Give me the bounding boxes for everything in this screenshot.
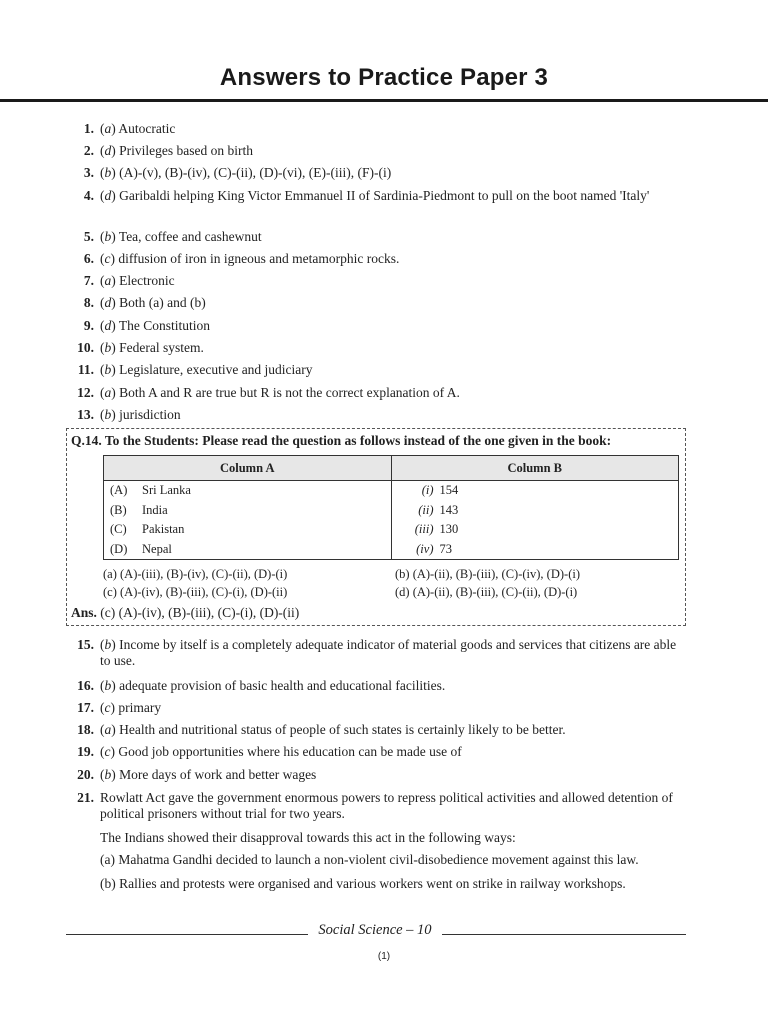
roman-label: (i) <box>421 483 434 498</box>
answer-item: 8. (d) Both (a) and (b) <box>70 295 686 311</box>
question-number: 17. <box>77 700 94 715</box>
answer-text: More days of work and better wages <box>119 767 317 782</box>
answer-item: 10. (b) Federal system. <box>70 340 686 356</box>
roman-label: (ii) <box>418 502 434 517</box>
question-number: 21. <box>77 790 94 805</box>
answer-text: Rowlatt Act gave the government enormous powers to repress political activities and allowed detention of political prisoners without trial for two years. <box>100 790 673 821</box>
question-number: 12. <box>77 385 94 400</box>
option-letter: d <box>104 188 112 203</box>
table-row <box>104 520 679 540</box>
answer-item: 2. (d) Privileges based on birth <box>70 143 686 159</box>
answer-item: 13. (b) jurisdiction <box>70 407 686 423</box>
question-number: 11. <box>77 362 94 377</box>
answer-text: The Constitution <box>118 318 211 333</box>
question-number: 13. <box>77 407 94 422</box>
footer-rule-left <box>66 934 308 935</box>
row-label: (B) <box>110 502 127 517</box>
answer-item: 12. (a) Both A and R are true but R is not the correct explanation of A. <box>70 385 686 401</box>
answer-text: Garibaldi helping King Victor Emmanuel II of Sardinia-Piedmont to pull on the boot named 'Italy' <box>119 188 650 203</box>
option-letter: b <box>104 767 112 782</box>
match-table <box>103 455 679 560</box>
row-label: (C) <box>110 522 127 537</box>
option-letter: b <box>104 637 112 652</box>
question-number: 18. <box>77 722 94 737</box>
option-letter: d <box>104 295 112 310</box>
row-label: (D) <box>110 541 128 556</box>
choice-a: (a) (A)-(iii), (B)-(iv), (C)-(ii), (D)-(i) <box>103 567 288 581</box>
answer-text: Both (a) and (b) <box>119 295 206 310</box>
answer-text: diffusion of iron in igneous and metamorphic rocks. <box>118 251 400 266</box>
country: Pakistan <box>142 522 185 537</box>
answer-text: Tea, coffee and cashewnut <box>118 229 262 244</box>
answer-text: Good job opportunities where his education can be made use of <box>118 744 462 759</box>
question-number: 10. <box>77 340 94 355</box>
q14-box <box>66 428 686 626</box>
table-row <box>104 481 679 501</box>
row-label: (A) <box>110 483 128 498</box>
rank: 154 <box>439 483 459 498</box>
answer-item: 18. (a) Health and nutritional status of people of such states is certainly likely to be better. <box>70 722 686 738</box>
answer-text: Both A and R are true but R is not the correct explanation of A. <box>119 385 460 400</box>
question-number: 20. <box>77 767 94 782</box>
answer-item: 20. (b) More days of work and better wages <box>70 767 686 783</box>
option-letter: b <box>104 407 112 422</box>
title-rule <box>0 99 768 102</box>
q14-heading: Q.14. To the Students: Please read the question as follows instead of the one given in the book: <box>71 433 612 448</box>
footer-rule-right <box>442 934 686 935</box>
question-number: 19. <box>77 744 94 759</box>
answer-item: 19. (c) Good job opportunities where his education can be made use of <box>70 744 686 760</box>
option-letter: a <box>104 722 112 737</box>
question-number: 8. <box>83 295 94 310</box>
question-number: 5. <box>83 229 94 244</box>
question-number: 4. <box>83 188 94 203</box>
rank: 130 <box>439 522 459 537</box>
rank: 73 <box>439 541 452 556</box>
answer-item: 6. (c) diffusion of iron in igneous and metamorphic rocks. <box>70 251 686 267</box>
table-row <box>104 501 679 521</box>
q14-answer <box>71 605 299 621</box>
option-letter: b <box>104 229 112 244</box>
page-title: Answers to Practice Paper 3 <box>219 64 549 91</box>
question-number: 3. <box>83 165 94 180</box>
answer-text: Federal system. <box>119 340 204 355</box>
answer-label: Ans. <box>71 605 97 620</box>
answer-text: jurisdiction <box>119 407 181 422</box>
column-b-header: Column B <box>391 456 679 481</box>
answer-item: 1. (a) Autocratic <box>70 121 686 137</box>
option-letter: c <box>104 744 111 759</box>
column-a-header: Column A <box>104 456 392 481</box>
question-number: 15. <box>77 637 94 652</box>
answer-text: Health and nutritional status of people of such states is certainly likely to be better. <box>119 722 566 737</box>
answer-text: Privileges based on birth <box>119 143 253 158</box>
footer-subject: Social Science – 10 <box>318 922 432 938</box>
answer-text: Income by itself is a completely adequate indicator of material goods and services that citizens are able to use. <box>100 637 677 668</box>
option-letter: d <box>104 318 112 333</box>
question-number: 1. <box>83 121 94 136</box>
answer-item: 11. (b) Legislature, executive and judiciary <box>70 362 686 378</box>
answer-text: primary <box>118 700 162 715</box>
choice-d: (d) (A)-(ii), (B)-(iii), (C)-(ii), (D)-(i) <box>395 585 578 599</box>
option-letter: b <box>104 340 112 355</box>
question-number: 7. <box>83 273 94 288</box>
table-row <box>104 540 679 560</box>
answer-paragraph: The Indians showed their disapproval towards this act in the following ways: <box>100 830 516 845</box>
option-letter: b <box>104 165 112 180</box>
question-number: 2. <box>83 143 94 158</box>
answer-item: 17. (c) primary <box>70 700 686 716</box>
question-number: 16. <box>77 678 94 693</box>
roman-label: (iv) <box>416 541 434 556</box>
choice-b: (b) (A)-(ii), (B)-(iii), (C)-(iv), (D)-(i) <box>395 567 580 581</box>
option-letter: a <box>104 273 112 288</box>
answer-text: (c) (A)-(iv), (B)-(iii), (C)-(i), (D)-(ii) <box>100 605 300 620</box>
question-number: 9. <box>83 318 94 333</box>
answer-item: 5. (b) Tea, coffee and cashewnut <box>70 229 686 245</box>
country: Nepal <box>142 541 172 556</box>
answer-item: 7. (a) Electronic <box>70 273 686 289</box>
answer-text: Autocratic <box>118 121 176 136</box>
roman-label: (iii) <box>414 522 434 537</box>
answer-item: 9. (d) The Constitution <box>70 318 686 334</box>
answer-text: Legislature, executive and judiciary <box>119 362 313 377</box>
rank: 143 <box>439 502 459 517</box>
answer-item: 3. (b) (A)-(v), (B)-(iv), (C)-(ii), (D)-(vi), (E)-(iii), (F)-(i) <box>70 165 686 181</box>
option-letter: d <box>104 143 112 158</box>
option-letter: c <box>104 251 111 266</box>
option-letter: b <box>104 678 112 693</box>
answer-point-a: (a) Mahatma Gandhi decided to launch a non-violent civil-disobedience movement against this law. <box>100 852 639 867</box>
option-letter: a <box>104 385 112 400</box>
option-letter: c <box>104 700 111 715</box>
answer-item: 16. (b) adequate provision of basic health and educational facilities. <box>70 678 686 694</box>
answer-item: 4. (d) Garibaldi helping King Victor Emmanuel II of Sardinia-Piedmont to pull on the boot named 'Italy' <box>70 188 686 204</box>
country: India <box>142 502 168 517</box>
answer-text: adequate provision of basic health and educational facilities. <box>119 678 446 693</box>
answer-item: 15. (b) Income by itself is a completely adequate indicator of material goods and services that citizens are able to use. <box>70 637 686 669</box>
option-letter: a <box>104 121 112 136</box>
answer-item <box>70 790 686 822</box>
page-number: (1) <box>377 951 391 962</box>
answer-point-b: (b) Rallies and protests were organised and various workers went on strike in railway workshops. <box>100 876 626 891</box>
choice-c: (c) (A)-(iv), (B)-(iii), (C)-(i), (D)-(ii) <box>103 585 288 599</box>
option-letter: b <box>104 362 112 377</box>
answer-text: Electronic <box>119 273 175 288</box>
answer-text: (A)-(v), (B)-(iv), (C)-(ii), (D)-(vi), (E)-(iii), (F)-(i) <box>119 165 392 180</box>
question-number: 6. <box>83 251 94 266</box>
country: Sri Lanka <box>142 483 191 498</box>
